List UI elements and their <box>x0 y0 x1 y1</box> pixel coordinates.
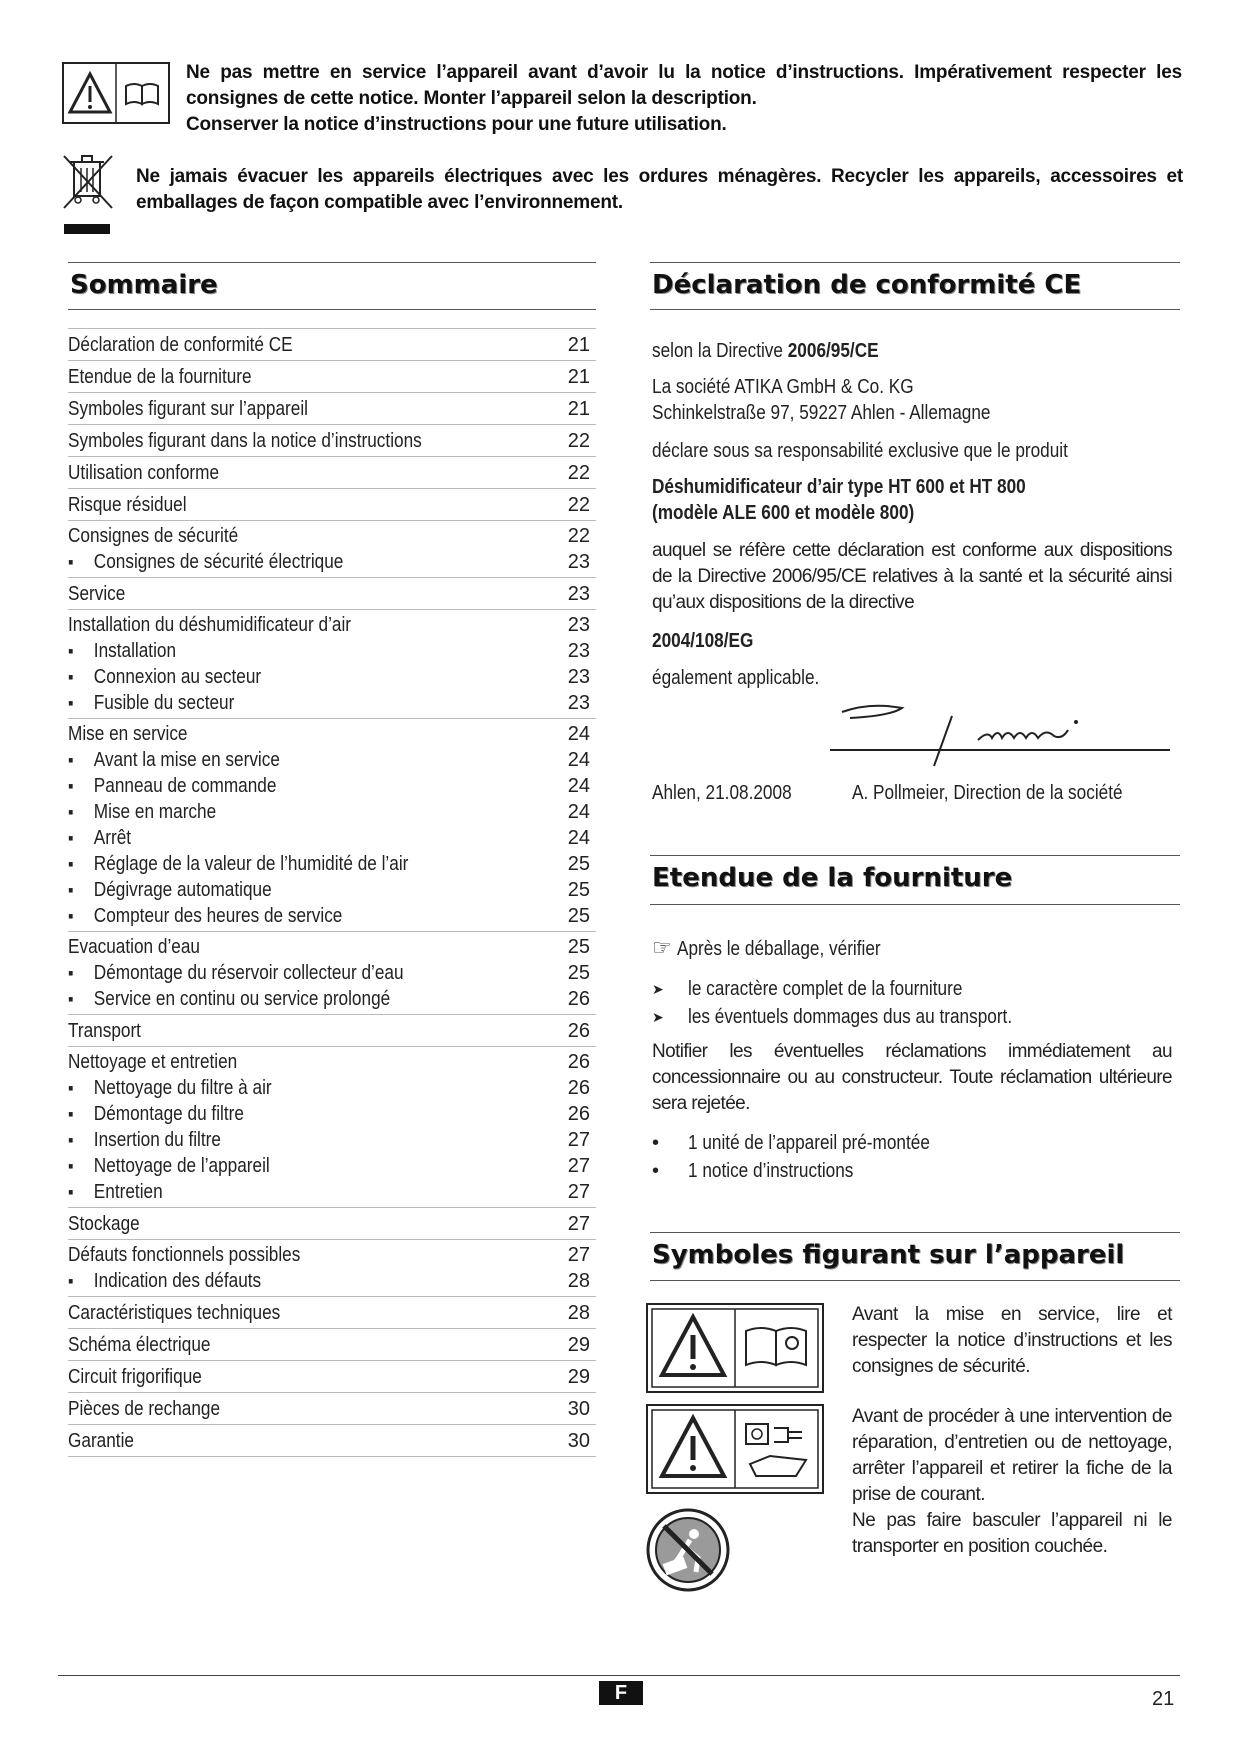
toc-subitem[interactable] <box>68 549 596 575</box>
arrow-bullet-icon: ➤ <box>652 1009 664 1025</box>
toc-item-label: Symboles figurant sur l’appareil <box>68 397 308 420</box>
toc-title: Sommaire <box>70 270 218 300</box>
toc-item-page: 22 <box>567 493 590 516</box>
toc-group <box>68 1046 596 1207</box>
toc-item[interactable] <box>68 425 596 456</box>
toc-item-label: Pièces de rechange <box>68 1397 221 1420</box>
toc-item-label: ▪ Consignes de sécurité électrique <box>68 549 343 575</box>
toc-group <box>68 456 596 488</box>
toc-item-label: Evacuation d’eau <box>68 936 200 958</box>
directive-number: 2006/95/CE <box>787 340 879 362</box>
toc-subitem[interactable] <box>68 1179 596 1205</box>
toc-group <box>68 609 596 718</box>
toc-item[interactable] <box>68 1361 596 1392</box>
toc-item-page: 23 <box>567 551 590 573</box>
bullet-icon: • <box>652 1132 660 1154</box>
toc-item-page: 28 <box>567 1270 590 1292</box>
toc-item-page: 21 <box>567 365 590 388</box>
toc-item-label: Etendue de la fourniture <box>68 365 252 388</box>
toc-item-label: ▪ Entretien <box>68 1179 163 1205</box>
toc-item[interactable] <box>68 361 596 392</box>
toc-item[interactable] <box>68 1015 596 1046</box>
toc-item[interactable] <box>68 1297 596 1328</box>
list-item <box>652 1158 969 1186</box>
language-badge-label: F <box>614 1682 628 1704</box>
toc-item-label: Transport <box>68 1019 141 1042</box>
toc-item-label: Nettoyage et entretien <box>68 1051 238 1073</box>
toc-item-page: 25 <box>567 905 590 927</box>
toc-item-page: 24 <box>567 827 590 849</box>
toc-subitem[interactable] <box>68 773 596 799</box>
company-line1: La société ATIKA GmbH & Co. KG <box>652 376 914 398</box>
toc-group <box>68 577 596 609</box>
toc-item[interactable] <box>68 934 596 960</box>
toc-item-label: Garantie <box>68 1429 134 1452</box>
toc-item-label: Utilisation conforme <box>68 461 220 484</box>
toc-item-label: ▪ Démontage du réservoir collecteur d’eau <box>68 960 404 986</box>
toc-item-label: Défauts fonctionnels possibles <box>68 1244 301 1266</box>
header-notice <box>186 60 1182 138</box>
toc-item[interactable] <box>68 1049 596 1075</box>
signatory: A. Pollmeier, Direction de la société <box>852 782 1123 804</box>
toc-item[interactable] <box>68 1329 596 1360</box>
toc-item[interactable] <box>68 1425 596 1456</box>
toc-item-label: ▪ Connexion au secteur <box>68 664 261 690</box>
toc-group <box>68 1207 596 1239</box>
toc-item-page: 26 <box>567 1077 590 1099</box>
toc-item-label: ▪ Insertion du filtre <box>68 1127 221 1153</box>
symbol-2-text: Avant de procéder à une intervention de réparation, d’entretien ou de nettoyage, arrêter l’appareil et retirer la fiche de la prise de courant. <box>852 1406 1172 1505</box>
toc-group <box>68 424 596 456</box>
list-item <box>652 1130 969 1158</box>
toc-item-page: 25 <box>567 879 590 901</box>
toc-group <box>68 1360 596 1392</box>
declaration-directive-line <box>652 338 1177 364</box>
toc-item[interactable] <box>68 612 596 638</box>
toc-item-page: 22 <box>567 429 590 452</box>
toc-subitem[interactable] <box>68 903 596 929</box>
toc-item[interactable] <box>68 523 596 549</box>
toc-group <box>68 1296 596 1328</box>
list-item <box>652 976 1065 1004</box>
header-notice-line2: Conserver la notice d’instructions pour une future utilisation. <box>186 114 727 135</box>
toc-item-page: 22 <box>567 525 590 547</box>
product-line1: Déshumidificateur d’air type HT 600 et HT 800 <box>652 476 1026 498</box>
header-notice-line1: Ne pas mettre en service l’appareil avant d’avoir lu la notice d’instructions. Impérativement respecter les consignes de cette notice. Monter l’appareil selon la description. <box>186 62 1182 109</box>
delivery-item-1: 1 unité de l’appareil pré-montée <box>688 1132 930 1154</box>
toc-item-label: ▪ Nettoyage du filtre à air <box>68 1075 272 1101</box>
toc-item[interactable] <box>68 1242 596 1268</box>
toc-subitem[interactable] <box>68 1268 596 1294</box>
toc-item[interactable] <box>68 457 596 488</box>
toc-item-page: 30 <box>567 1397 590 1420</box>
toc-item-page: 26 <box>567 1051 590 1073</box>
warning-read-manual-icon-box <box>62 62 170 124</box>
toc-subitem[interactable] <box>68 1075 596 1101</box>
toc-subitem[interactable] <box>68 986 596 1012</box>
toc-subitem[interactable] <box>68 664 596 690</box>
directive-2: 2004/108/EG <box>652 630 754 652</box>
toc-subitem[interactable] <box>68 638 596 664</box>
conformity-text: auquel se réfère cette déclaration est conforme aux dispositions de la Directive 2006/95/CE relatives à la santé et la sécurité ainsi qu’aux dispositions de la directive <box>652 540 1172 613</box>
toc-subitem[interactable] <box>68 1127 596 1153</box>
toc-item-page: 21 <box>567 397 590 420</box>
toc-group <box>68 392 596 424</box>
toc-item-label: Service <box>68 582 126 605</box>
toc-subitem[interactable] <box>68 1153 596 1179</box>
place-date: Ahlen, 21.08.2008 <box>652 782 792 804</box>
toc-item[interactable] <box>68 721 596 747</box>
directive-prefix: selon la Directive <box>652 340 788 362</box>
toc-group <box>68 520 596 577</box>
toc-item-page: 29 <box>567 1365 590 1388</box>
toc-subitem[interactable] <box>68 1101 596 1127</box>
toc-group <box>68 1239 596 1296</box>
page-number: 21 <box>1152 1688 1175 1710</box>
toc-item-label: ▪ Indication des défauts <box>68 1268 261 1294</box>
no-tilting-icon <box>646 1508 730 1592</box>
toc-item[interactable] <box>68 393 596 424</box>
toc-group <box>68 328 596 360</box>
toc-item-page: 24 <box>567 801 590 823</box>
table-of-contents <box>68 328 596 1457</box>
toc-subitem[interactable] <box>68 690 596 716</box>
toc-item-page: 30 <box>567 1429 590 1452</box>
toc-item-page: 26 <box>567 1019 590 1042</box>
toc-item[interactable] <box>68 578 596 609</box>
toc-group <box>68 1424 596 1457</box>
warning-read-manual-icon <box>64 64 168 122</box>
list-item <box>652 1004 1065 1032</box>
delivery-notify: Notifier les éventuelles réclamations immédiatement au concessionnaire ou au constructeur. Toute réclamation ultérieure sera rejetée. <box>652 1041 1172 1114</box>
recycling-notice: Ne jamais évacuer les appareils électriques avec les ordures ménagères. Recycler les appareils, accessoires et emballages de façon compatible avec l’environnement. <box>136 166 1183 213</box>
toc-item-page: 22 <box>567 461 590 484</box>
toc-subitem[interactable] <box>68 877 596 903</box>
toc-group <box>68 488 596 520</box>
toc-group <box>68 718 596 931</box>
toc-item-label: ▪ Mise en marche <box>68 799 216 825</box>
toc-item-page: 27 <box>567 1212 590 1235</box>
toc-item-page: 24 <box>567 749 590 771</box>
toc-group <box>68 1014 596 1046</box>
delivery-items <box>652 1130 969 1186</box>
warning-read-manual-symbol-icon <box>646 1303 824 1393</box>
delivery-item-2: 1 notice d’instructions <box>688 1160 854 1182</box>
delivery-hint-row <box>652 935 914 962</box>
toc-item-page: 23 <box>567 692 590 714</box>
toc-subitem[interactable] <box>68 747 596 773</box>
toc-group <box>68 1328 596 1360</box>
toc-item[interactable] <box>68 329 596 360</box>
symbol-1-text: Avant la mise en service, lire et respecter la notice d’instructions et les consignes de sécurité. <box>852 1304 1172 1377</box>
toc-item-label: Caractéristiques techniques <box>68 1301 281 1324</box>
toc-item-page: 21 <box>567 333 590 356</box>
declares-text: déclare sous sa responsabilité exclusive que le produit <box>652 440 1068 462</box>
toc-item-label: Risque résiduel <box>68 493 187 516</box>
toc-item-label: Schéma électrique <box>68 1333 211 1356</box>
toc-item-page: 23 <box>567 582 590 605</box>
toc-item-label: Mise en service <box>68 723 188 745</box>
company-line2: Schinkelstraße 97, 59227 Ahlen - Allemagne <box>652 402 991 424</box>
delivery-hint: Après le déballage, vérifier <box>677 938 881 960</box>
toc-item-label: ▪ Arrêt <box>68 825 131 851</box>
toc-item-label: Déclaration de conformité CE <box>68 333 293 356</box>
toc-item-label: ▪ Dégivrage automatique <box>68 877 272 903</box>
signature <box>830 700 1170 770</box>
toc-item-label: Symboles figurant dans la notice d’instructions <box>68 429 422 452</box>
delivery-title: Etendue de la fourniture <box>652 863 1013 893</box>
product-line2: (modèle ALE 600 et modèle 800) <box>652 502 915 524</box>
toc-group <box>68 1392 596 1424</box>
toc-item-page: 25 <box>567 853 590 875</box>
toc-item-label: Consignes de sécurité <box>68 525 239 547</box>
toc-item[interactable] <box>68 1208 596 1239</box>
toc-group <box>68 931 596 1014</box>
toc-item-label: ▪ Service en continu ou service prolongé <box>68 986 390 1012</box>
toc-item-page: 27 <box>567 1155 590 1177</box>
toc-item-page: 23 <box>567 666 590 688</box>
toc-item-label: ▪ Réglage de la valeur de l’humidité de l’air <box>68 851 408 877</box>
toc-subitem[interactable] <box>68 851 596 877</box>
toc-item-page: 29 <box>567 1333 590 1356</box>
toc-item-label: Circuit frigorifique <box>68 1365 202 1388</box>
arrow-bullet-icon: ➤ <box>652 981 664 997</box>
toc-group <box>68 360 596 392</box>
toc-item-label: ▪ Avant la mise en service <box>68 747 280 773</box>
bullet-icon: • <box>652 1160 660 1182</box>
toc-item-label: ▪ Fusible du secteur <box>68 690 234 716</box>
toc-item-label: ▪ Installation <box>68 638 176 664</box>
toc-item-page: 24 <box>567 775 590 797</box>
warning-unplug-symbol-icon <box>646 1404 824 1494</box>
toc-item-label: ▪ Panneau de commande <box>68 773 276 799</box>
toc-item-label: ▪ Démontage du filtre <box>68 1101 244 1127</box>
toc-item-page: 26 <box>567 1103 590 1125</box>
toc-item[interactable] <box>68 1393 596 1424</box>
toc-item-page: 27 <box>567 1181 590 1203</box>
toc-item-label: ▪ Nettoyage de l’appareil <box>68 1153 270 1179</box>
toc-item-page: 27 <box>567 1129 590 1151</box>
delivery-check-1: le caractère complet de la fourniture <box>688 978 963 1000</box>
toc-item-page: 28 <box>567 1301 590 1324</box>
toc-item[interactable] <box>68 489 596 520</box>
toc-subitem[interactable] <box>68 960 596 986</box>
toc-item-page: 23 <box>567 614 590 636</box>
language-badge <box>599 1681 643 1705</box>
also-applicable: également applicable. <box>652 667 820 689</box>
toc-item-page: 24 <box>567 723 590 745</box>
crossed-bin-icon <box>60 152 116 236</box>
toc-item-label: ▪ Compteur des heures de service <box>68 903 342 929</box>
toc-item-page: 25 <box>567 962 590 984</box>
delivery-check-2: les éventuels dommages dus au transport. <box>688 1006 1013 1028</box>
toc-item-label: Stockage <box>68 1212 140 1235</box>
pointing-hand-icon: ☞ <box>652 935 672 960</box>
toc-item-page: 26 <box>567 988 590 1010</box>
toc-item-page: 27 <box>567 1244 590 1266</box>
toc-item-label: Installation du déshumidificateur d’air <box>68 614 352 636</box>
toc-item-page: 25 <box>567 936 590 958</box>
symbols-title: Symboles figurant sur l’appareil <box>652 1240 1125 1270</box>
toc-subitem[interactable] <box>68 799 596 825</box>
toc-item-page: 23 <box>567 640 590 662</box>
declaration-title: Déclaration de conformité CE <box>652 270 1082 300</box>
symbol-3-text: Ne pas faire basculer l’appareil ni le transporter en position couchée. <box>852 1510 1172 1557</box>
delivery-checks <box>652 976 1065 1032</box>
toc-subitem[interactable] <box>68 825 596 851</box>
